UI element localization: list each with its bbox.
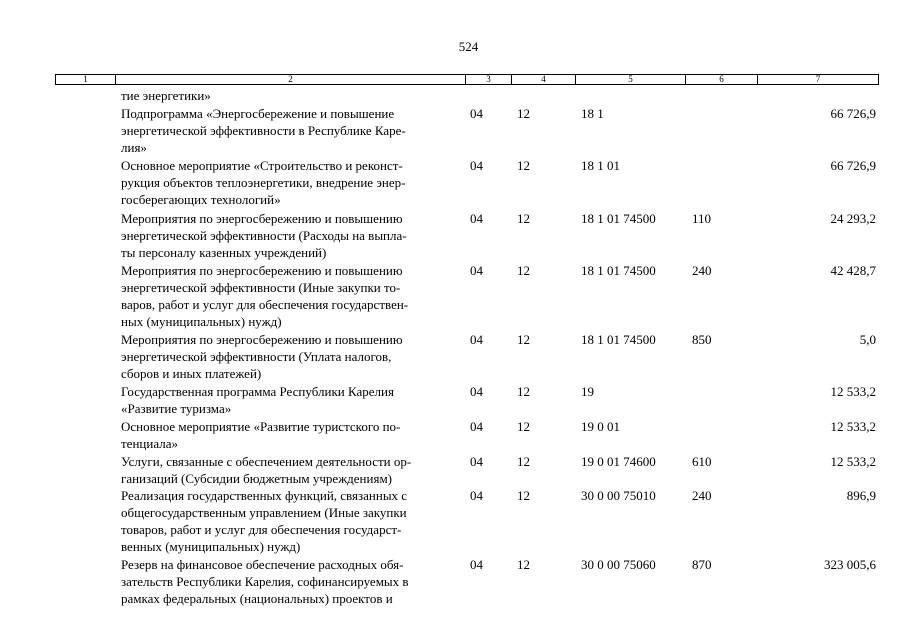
row-expense-type: 870 <box>692 557 712 572</box>
row-section: 04 <box>470 488 483 503</box>
header-cell-3: 3 <box>486 74 491 84</box>
header-cell-2: 2 <box>288 74 293 84</box>
row-section: 04 <box>470 106 483 121</box>
row-description: Мероприятия по энергосбережению и повышению энергетической эффективности (Уплата налогов, сборов и иных платежей) <box>121 332 403 381</box>
row-expense-type: 240 <box>692 488 712 503</box>
row-target-item: 18 1 01 74500 <box>581 332 656 347</box>
row-target-item: 18 1 01 <box>581 158 620 173</box>
row-subsection: 12 <box>517 106 530 121</box>
row-subsection: 12 <box>517 263 530 278</box>
table-header-row <box>55 74 879 85</box>
row-target-item: 18 1 01 74500 <box>581 211 656 226</box>
row-subsection: 12 <box>517 211 530 226</box>
page-number: 524 <box>458 39 479 54</box>
row-expense-type: 610 <box>692 454 712 469</box>
row-amount: 12 533,2 <box>830 419 876 434</box>
row-description: тие энергетики» <box>121 88 211 103</box>
row-amount: 896,9 <box>846 488 876 503</box>
header-cell-7: 7 <box>815 74 821 84</box>
row-amount: 66 726,9 <box>830 158 876 173</box>
header-cell-6: 6 <box>719 74 724 84</box>
row-description: Подпрограмма «Энергосбережение и повышение энергетической эффективности в Республике Каре- лия» <box>121 106 406 155</box>
row-target-item: 18 1 <box>581 106 604 121</box>
row-subsection: 12 <box>517 332 530 347</box>
row-target-item: 19 0 01 74600 <box>581 454 656 469</box>
row-amount: 323 005,6 <box>824 557 876 572</box>
row-description: Реализация государственных функций, связанных с общегосударственным управлением (Иные закупки товаров, работ и услуг для обеспечения государст- венных (муниципальных) нужд) <box>121 488 408 554</box>
row-section: 04 <box>470 332 483 347</box>
row-section: 04 <box>470 263 483 278</box>
row-expense-type: 110 <box>692 211 712 226</box>
row-subsection: 12 <box>517 384 530 399</box>
header-cell-1: 1 <box>83 74 88 84</box>
row-description: Резерв на финансовое обеспечение расходных обя- зательств Республики Карелия, софинансируемых в рамках федеральных (национальных) проектов и <box>121 557 409 606</box>
row-section: 04 <box>470 419 483 434</box>
row-amount: 66 726,9 <box>830 106 876 121</box>
row-section: 04 <box>470 211 483 226</box>
row-description: Мероприятия по энергосбережению и повышению энергетической эффективности (Расходы на выпла- ты персоналу казенных учреждений) <box>121 211 407 260</box>
row-subsection: 12 <box>517 419 530 434</box>
row-amount: 12 533,2 <box>830 384 876 399</box>
row-expense-type: 850 <box>692 332 712 347</box>
row-description: Основное мероприятие «Развитие туристского по- тенциала» <box>121 419 401 451</box>
row-description: Основное мероприятие «Строительство и реконст- рукция объектов теплоэнергетики, внедрение энер- госберегающих технологий» <box>121 158 406 207</box>
row-target-item: 19 0 01 <box>581 419 620 434</box>
row-amount: 5,0 <box>859 332 876 347</box>
row-section: 04 <box>470 158 483 173</box>
row-section: 04 <box>470 454 483 469</box>
row-subsection: 12 <box>517 454 530 469</box>
row-subsection: 12 <box>517 557 530 572</box>
row-target-item: 19 <box>581 384 594 399</box>
row-target-item: 30 0 00 75060 <box>581 557 656 572</box>
row-subsection: 12 <box>517 488 530 503</box>
row-description: Государственная программа Республики Карелия «Развитие туризма» <box>121 384 394 416</box>
row-amount: 24 293,2 <box>830 211 876 226</box>
row-description: Услуги, связанные с обеспечением деятельности ор- ганизаций (Субсидии бюджетным учреждениям) <box>121 454 412 486</box>
row-expense-type: 240 <box>692 263 712 278</box>
row-description: Мероприятия по энергосбережению и повышению энергетической эффективности (Иные закупки то- варов, работ и услуг для обеспечения государствен- ных (муниципальных) нужд) <box>121 263 409 329</box>
header-cell-4: 4 <box>541 74 546 84</box>
row-target-item: 30 0 00 75010 <box>581 488 656 503</box>
row-section: 04 <box>470 557 483 572</box>
row-subsection: 12 <box>517 158 530 173</box>
header-cell-5: 5 <box>628 74 633 84</box>
row-amount: 12 533,2 <box>830 454 876 469</box>
row-target-item: 18 1 01 74500 <box>581 263 656 278</box>
row-amount: 42 428,7 <box>830 263 876 278</box>
row-section: 04 <box>470 384 483 399</box>
